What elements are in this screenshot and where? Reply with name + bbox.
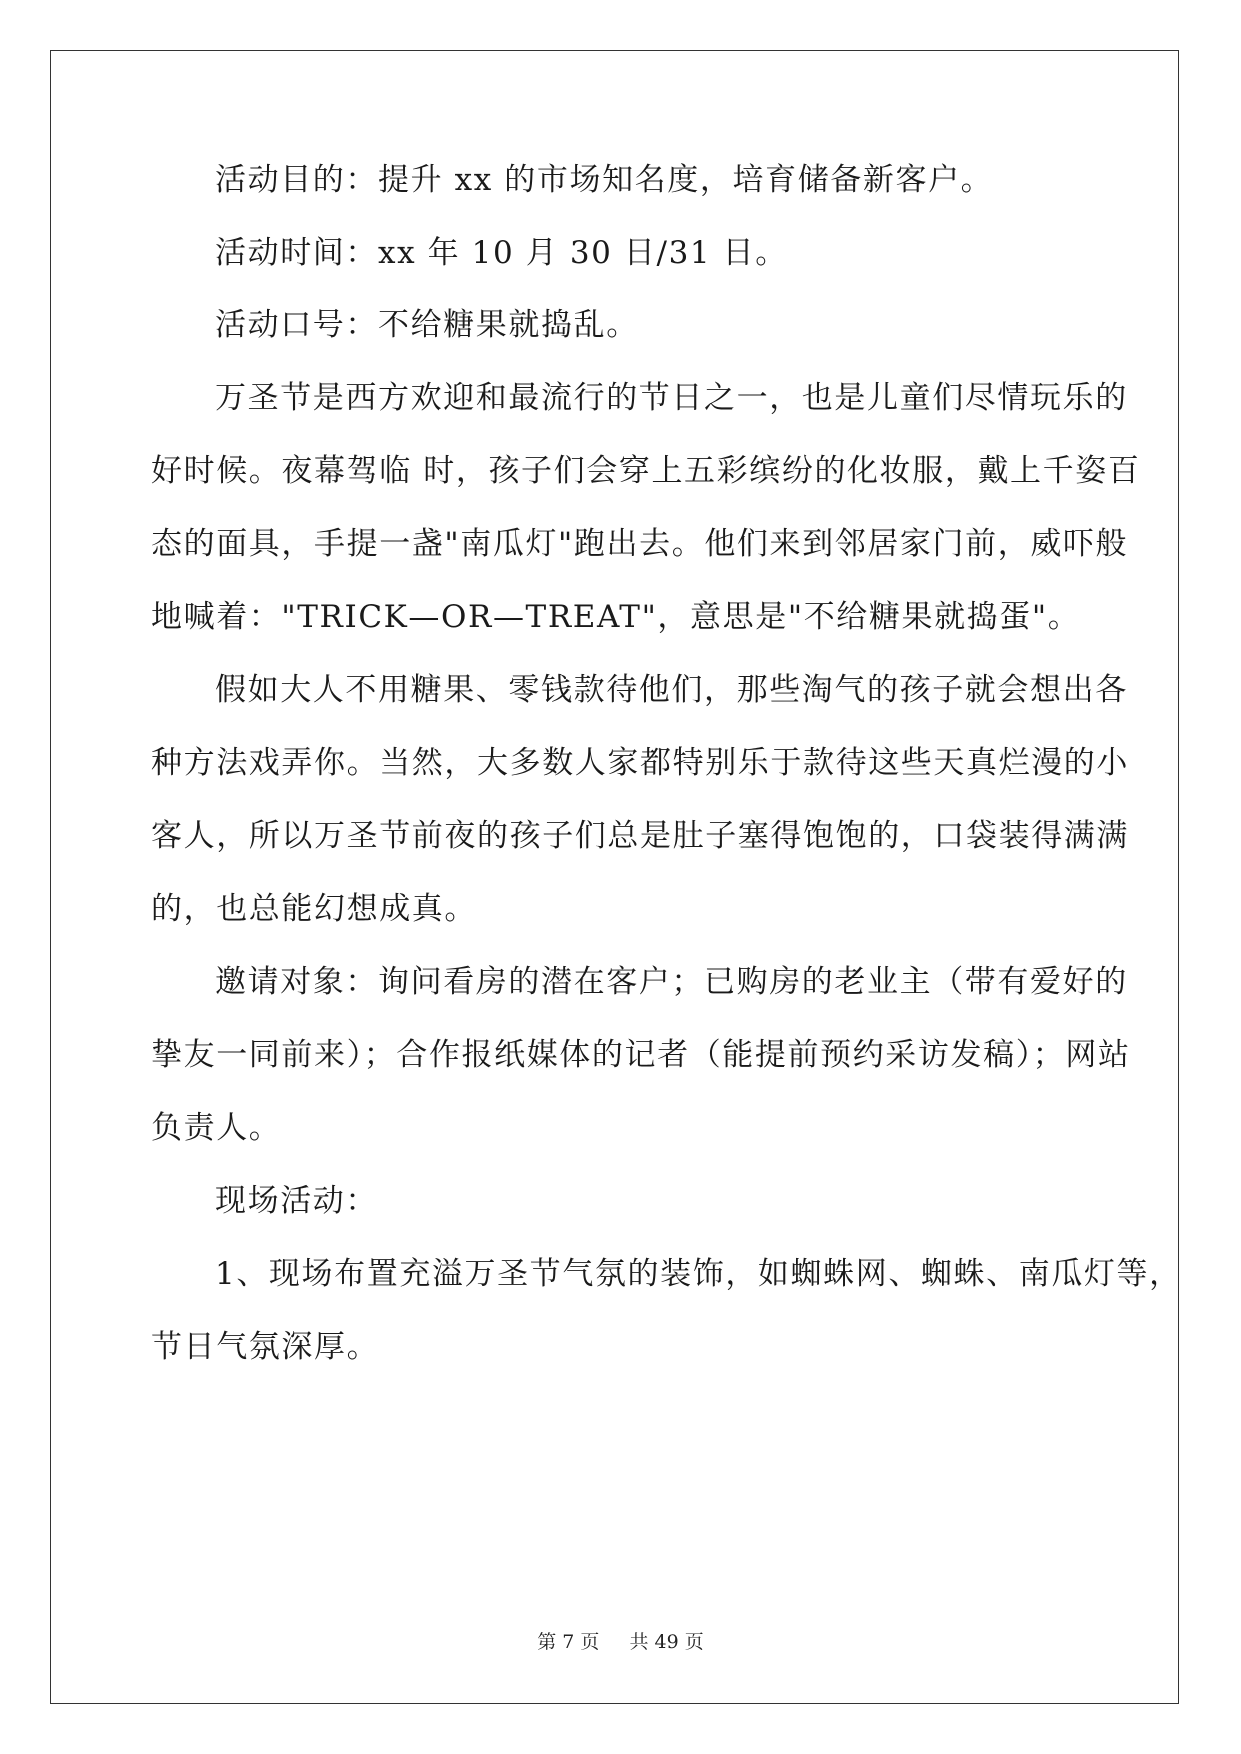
page-number: 第 7 页: [537, 1631, 600, 1653]
paragraph-halloween-line-1: 万圣节是西方欢迎和最流行的节日之一，也是儿童们尽情玩乐的: [215, 380, 1128, 416]
paragraph-halloween-line-2: 好时候。夜幕驾临 时，孩子们会穿上五彩缤纷的化妆服，戴上千姿百: [151, 453, 1141, 489]
paragraph-onsite-heading: 现场活动：: [215, 1183, 378, 1219]
paragraph-candy-line-2: 种方法戏弄你。当然，大多数人家都特别乐于款待这些天真烂漫的小: [151, 745, 1129, 781]
paragraph-time: 活动时间：xx 年 10 月 30 日/31 日。: [215, 235, 788, 271]
paragraph-candy-line-4: 的，也总能幻想成真。: [151, 891, 477, 927]
paragraph-invitees-line-2: 挚友一同前来）；合作报纸媒体的记者（能提前预约采访发稿）；网站: [151, 1037, 1131, 1073]
page-total: 共 49 页: [629, 1631, 704, 1653]
paragraph-invitees-line-1: 邀请对象：询问看房的潜在客户；已购房的老业主（带有爱好的: [215, 964, 1128, 1000]
paragraph-candy-line-3: 客人，所以万圣节前夜的孩子们总是肚子塞得饱饱的，口袋装得满满: [151, 818, 1129, 854]
paragraph-halloween-line-3: 态的面具，手提一盏"南瓜灯"跑出去。他们来到邻居家门前，威吓般: [151, 526, 1129, 562]
paragraph-purpose: 活动目的：提升 xx 的市场知名度，培育储备新客户。: [215, 162, 994, 198]
paragraph-candy-line-1: 假如大人不用糖果、零钱款待他们，那些淘气的孩子就会想出各: [215, 672, 1128, 708]
paragraph-invitees-line-3: 负责人。: [151, 1110, 282, 1146]
paragraph-onsite-item-1-line-2: 节日气氛深厚。: [151, 1329, 380, 1365]
paragraph-onsite-item-1-line-1: 1、现场布置充溢万圣节气氛的装饰，如蜘蛛网、蜘蛛、南瓜灯等，: [215, 1256, 1182, 1292]
page-footer: [0, 1627, 1241, 1654]
paragraph-slogan: 活动口号：不给糖果就捣乱。: [215, 307, 639, 343]
paragraph-halloween-line-4: 地喊着："TRICK—OR—TREAT"，意思是"不给糖果就捣蛋"。: [151, 599, 1081, 635]
page-border: [50, 50, 1179, 1704]
